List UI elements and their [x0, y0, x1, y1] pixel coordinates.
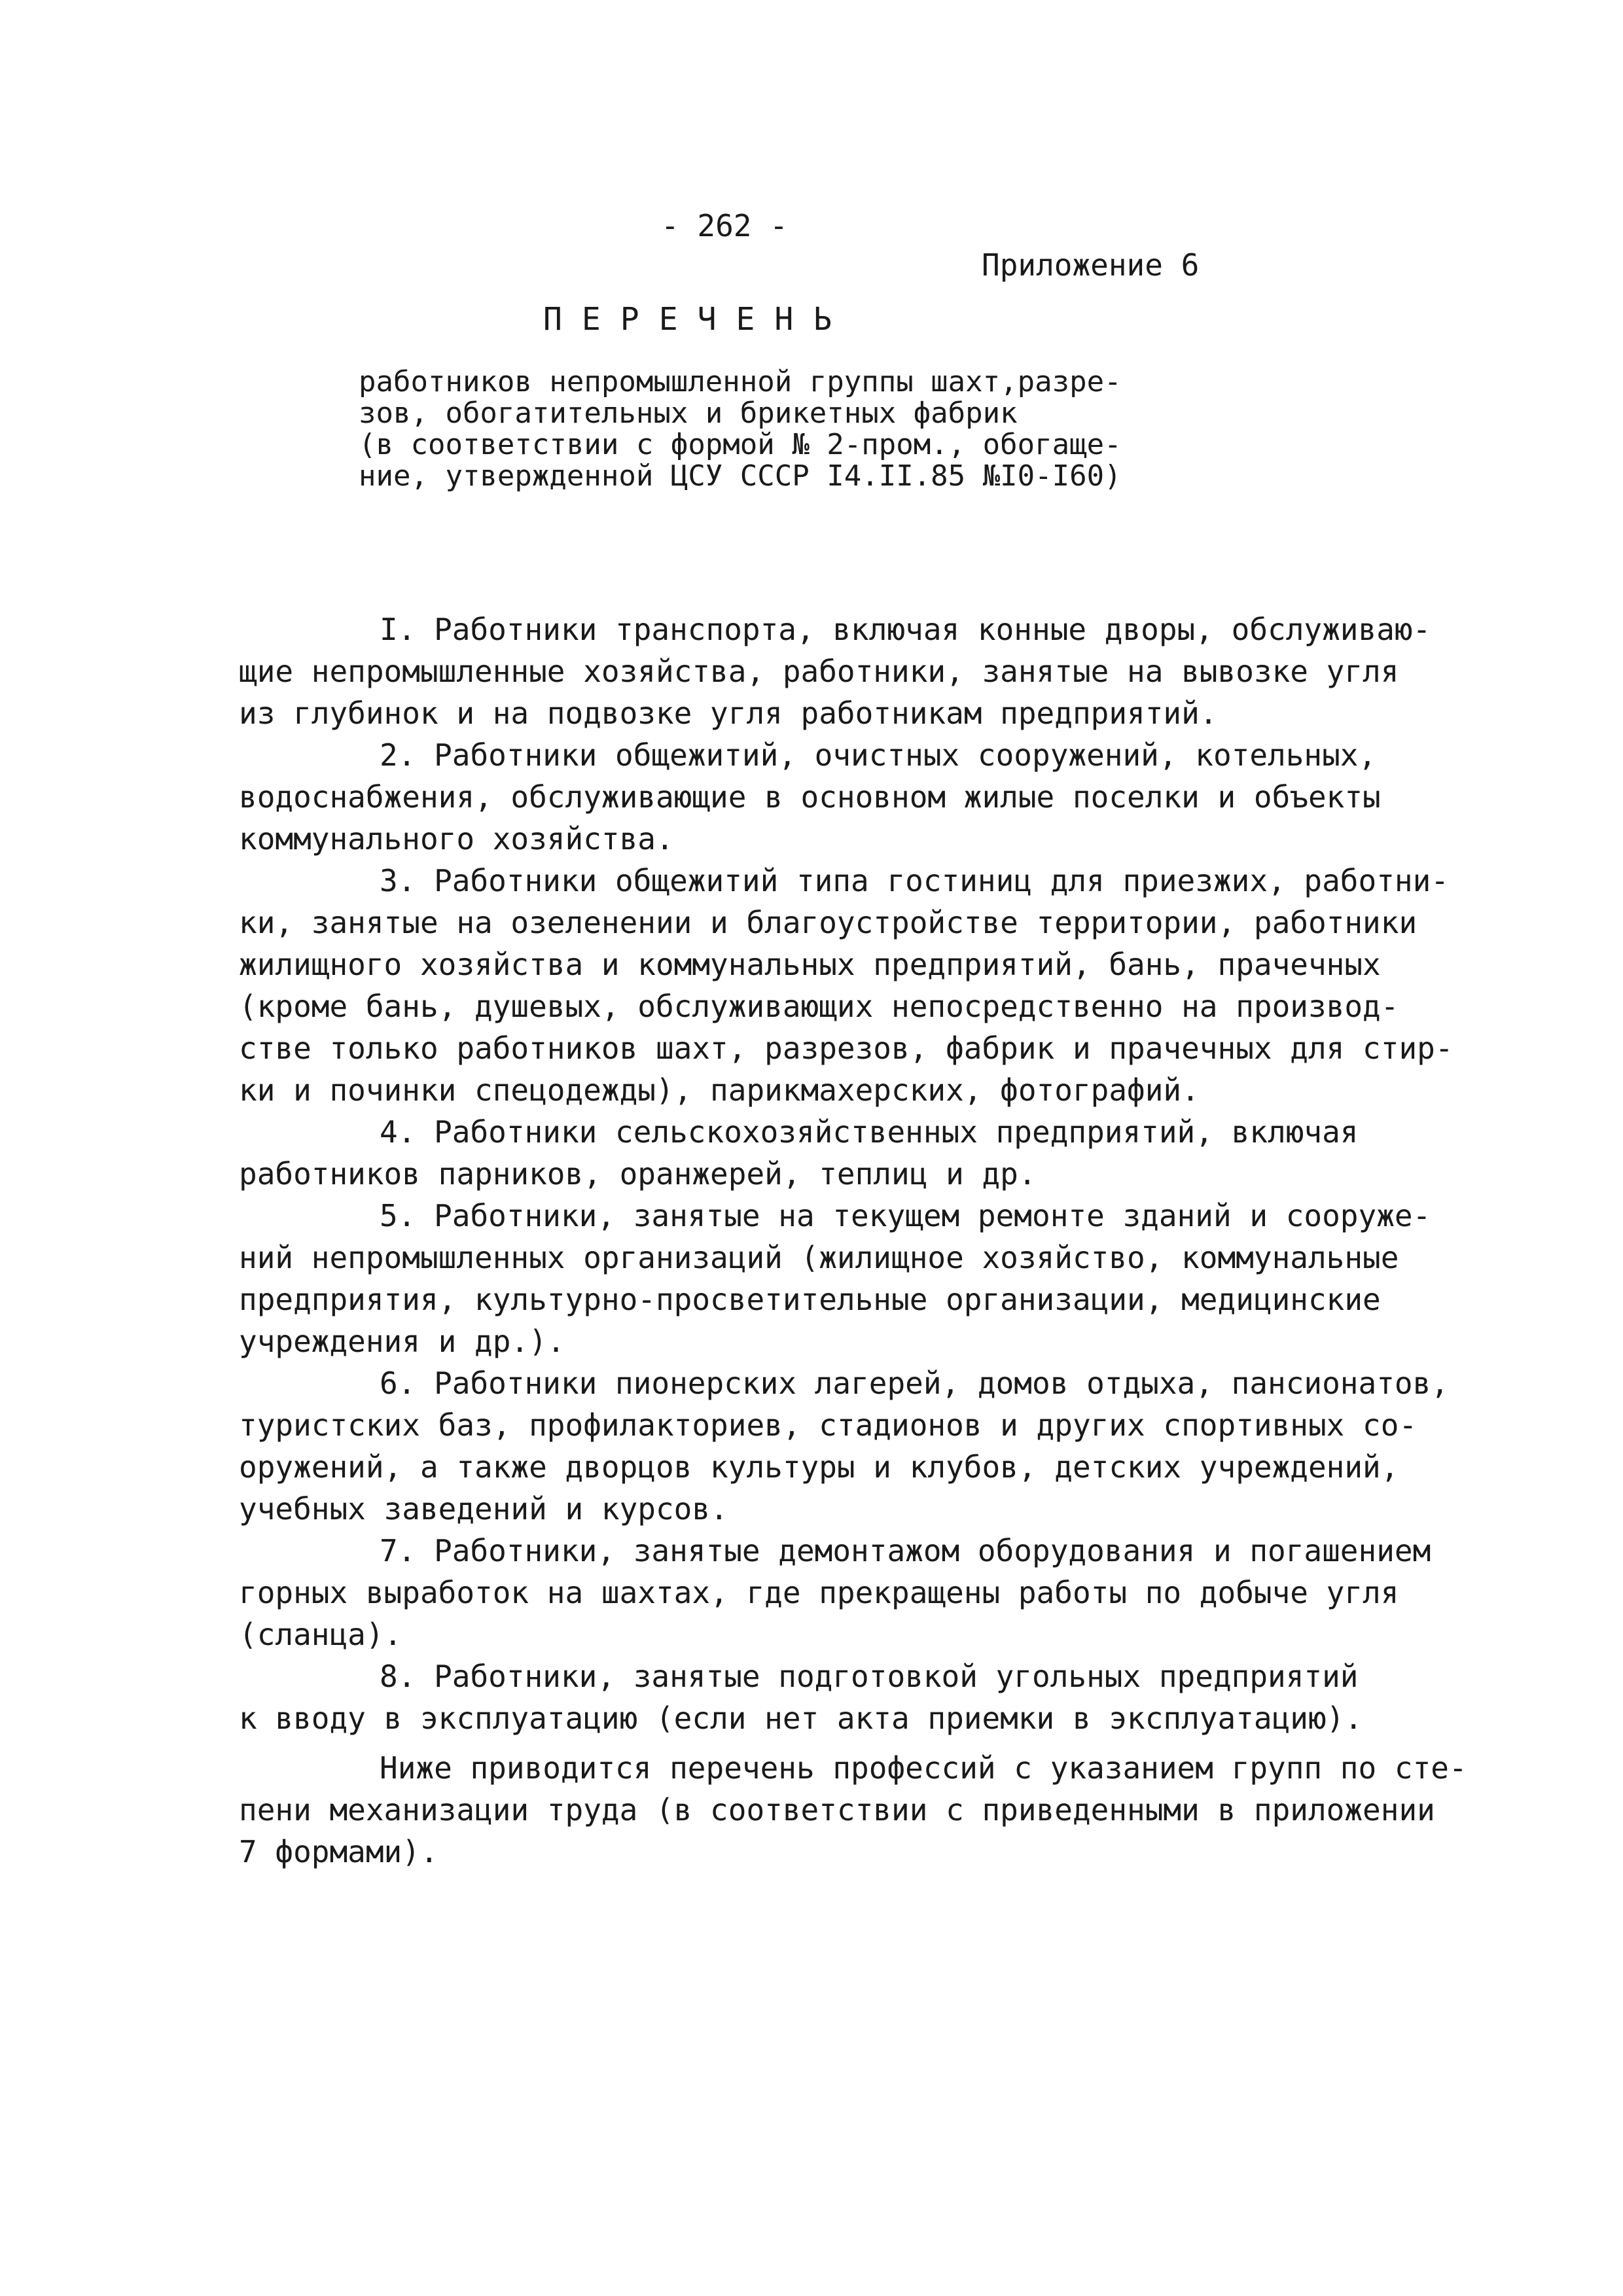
item-4-line: работников парников, оранжерей, теплиц и др.: [239, 1156, 1037, 1192]
item-1-line: I. Работники транспорта, включая конные дворы, обслуживаю-: [380, 612, 1431, 647]
subtitle-line: (в соответствии с формой № 2-пром., обогаще-: [359, 428, 1122, 461]
item-5-line: 5. Работники, занятые на текущем ремонте зданий и сооруже-: [380, 1198, 1431, 1233]
page-number: - 262 -: [661, 208, 788, 243]
item-3-line: стве только работников шахт, разрезов, фабрик и прачечных для стир-: [239, 1031, 1454, 1066]
item-2-line: водоснабжения, обслуживающие в основном жилые поселки и объекты: [239, 779, 1381, 815]
item-8-line: 8. Работники, занятые подготовкой угольных предприятий: [380, 1659, 1359, 1694]
item-3-line: 3. Работники общежитий типа гостиниц для приезжих, работни-: [380, 863, 1449, 898]
item-2-line: 2. Работники общежитий, очистных сооружений, котельных,: [380, 737, 1377, 773]
item-3-line: ки, занятые на озеленении и благоустройстве территории, работники: [239, 905, 1418, 940]
item-6-line: туристских баз, профилакториев, стадионов и других спортивных со-: [239, 1407, 1418, 1443]
item-4-line: 4. Работники сельскохозяйственных предприятий, включая: [380, 1114, 1359, 1150]
item-6-line: учебных заведений и курсов.: [239, 1491, 728, 1527]
closing-line: Ниже приводится перечень профессий с указанием групп по сте-: [380, 1750, 1467, 1786]
subtitle-line: зов, обогатительных и брикетных фабрик: [359, 397, 1018, 430]
item-5-line: ний непромышленных организаций (жилищное хозяйство, коммунальные: [239, 1240, 1399, 1275]
item-3-line: ки и починки спецодежды), парикмахерских, фотографий.: [239, 1072, 1200, 1108]
closing-line: пени механизации труда (в соответствии с приведенными в приложении: [239, 1792, 1435, 1828]
item-1-line: из глубинок и на подвозке угля работникам предприятий.: [239, 696, 1218, 731]
appendix-label: Приложение 6: [982, 247, 1200, 283]
subtitle-line: ние, утвержденной ЦСУ СССР I4.II.85 №I0-I60): [359, 459, 1122, 493]
document-title: ПЕРЕЧЕНЬ: [543, 301, 852, 338]
document-body: [239, 609, 1467, 1873]
document-subtitle: [359, 366, 1183, 492]
item-6-line: оружений, а также дворцов культуры и клубов, детских учреждений,: [239, 1449, 1399, 1485]
closing-line: 7 формами).: [239, 1834, 438, 1869]
item-1-line: щие непромышленные хозяйства, работники, занятые на вывозке угля: [239, 654, 1399, 689]
subtitle-line: работников непромышленной группы шахт,разре-: [359, 365, 1122, 398]
item-7-line: 7. Работники, занятые демонтажом оборудования и погашением: [380, 1533, 1431, 1568]
item-3-line: жилищного хозяйства и коммунальных предприятий, бань, прачечных: [239, 947, 1381, 982]
item-2-line: коммунального хозяйства.: [239, 821, 674, 857]
item-5-line: предприятия, культурно-просветительные организации, медицинские: [239, 1282, 1381, 1317]
item-7-line: горных выработок на шахтах, где прекращены работы по добыче угля: [239, 1575, 1399, 1610]
item-3-line: (кроме бань, душевых, обслуживающих непосредственно на производ-: [239, 989, 1399, 1024]
item-6-line: 6. Работники пионерских лагерей, домов отдыха, пансионатов,: [380, 1366, 1449, 1401]
item-7-line: (сланца).: [239, 1617, 402, 1652]
item-5-line: учреждения и др.).: [239, 1324, 565, 1359]
item-8-line: к вводу в эксплуатацию (если нет акта приемки в эксплуатацию).: [239, 1701, 1363, 1736]
